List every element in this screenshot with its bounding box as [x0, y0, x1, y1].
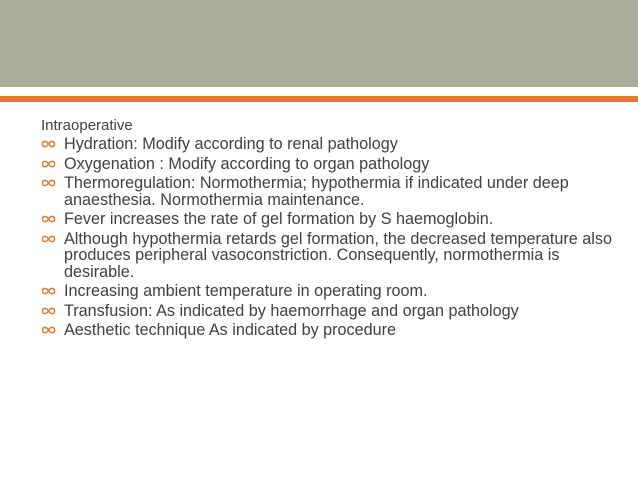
infinity-bullet-icon: [40, 214, 57, 224]
infinity-bullet-icon: [40, 159, 57, 169]
list-item: [41, 283, 621, 300]
list-item: [41, 156, 621, 173]
list-item: [41, 211, 621, 228]
list-item: [41, 303, 621, 320]
title-band: [0, 0, 638, 87]
list-item-text: Thermoregulation: Normothermia; hypothermia if indicated under deep anaesthesia. Normothermia maintenance.: [64, 174, 569, 209]
bullet-list: [41, 136, 621, 339]
accent-divider: [0, 96, 638, 102]
list-item: [41, 322, 621, 339]
infinity-bullet-icon: [40, 234, 57, 244]
list-item-text: Increasing ambient temperature in operating room.: [64, 282, 428, 300]
list-item-text: Transfusion: As indicated by haemorrhage and organ pathology: [64, 301, 519, 320]
list-item-text: Fever increases the rate of gel formation by S haemoglobin.: [64, 210, 494, 228]
infinity-bullet-icon: [40, 139, 57, 149]
slide-body: [41, 117, 621, 342]
infinity-bullet-icon: [40, 286, 57, 296]
infinity-bullet-icon: [40, 178, 57, 188]
list-item-text: Aesthetic technique As indicated by procedure: [64, 321, 397, 339]
infinity-bullet-icon: [40, 306, 57, 316]
list-item: [41, 231, 621, 281]
list-item-text: Oxygenation : Modify according to organ pathology: [64, 154, 430, 173]
list-item: [41, 175, 621, 208]
list-item: [41, 136, 621, 153]
section-heading: Intraoperative: [41, 117, 133, 134]
list-item-text: Hydration: Modify according to renal pathology: [64, 135, 398, 153]
infinity-bullet-icon: [40, 325, 57, 335]
list-item-text: Although hypothermia retards gel formation, the decreased temperature also produces peripheral vasoconstriction. Consequently, normothermia is desirable.: [64, 229, 612, 281]
